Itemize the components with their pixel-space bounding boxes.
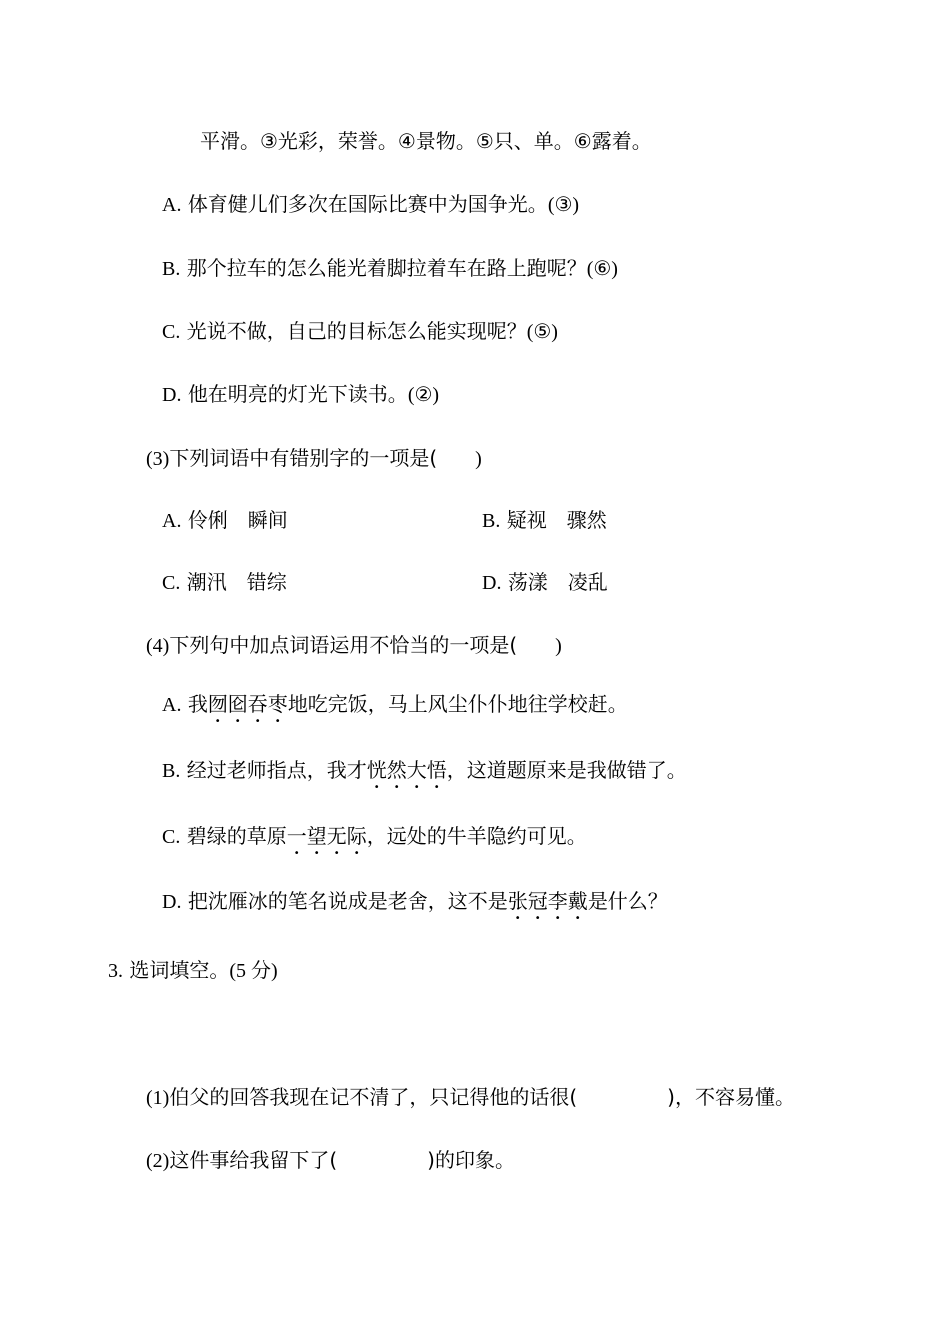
close-paren: ) <box>555 635 562 657</box>
section-title: 选词填空。 <box>129 958 230 982</box>
question-number: (3) <box>146 448 170 470</box>
q2-meanings-text: 平滑。③光彩，荣誉。④景物。⑤只、单。⑥露着。 <box>200 129 652 153</box>
option-text-before: 碧绿的草原 <box>186 824 287 848</box>
option-text: 潮汛 错综 <box>186 570 287 594</box>
option-letter: B. <box>162 258 181 280</box>
option-answer: (③) <box>547 194 580 216</box>
q4-option-d <box>162 887 668 924</box>
question-number: (4) <box>146 635 170 657</box>
option-text: 伶俐 瞬间 <box>187 508 288 532</box>
fill-item-1 <box>146 1083 795 1112</box>
q3-option-c <box>162 568 287 597</box>
section-score: (5 分) <box>229 960 278 982</box>
fill-text-after: )，不容易懂。 <box>667 1085 795 1109</box>
question-number: (1) <box>146 1087 170 1109</box>
q3-option-b <box>482 506 607 535</box>
option-answer: (②) <box>407 384 440 406</box>
option-text: 他在明亮的灯光下读书。 <box>187 382 408 406</box>
option-text-after: 地吃完饭，马上风尘仆仆地往学校赶。 <box>287 692 628 716</box>
dotted-idiom: 一望无际 <box>286 824 367 848</box>
option-letter: A. <box>162 694 182 716</box>
option-letter: B. <box>482 510 501 532</box>
option-answer: (⑥) <box>586 258 618 280</box>
dotted-idiom: 囫囵吞枣 <box>207 692 288 716</box>
option-text-after: ，远处的牛羊隐约可见。 <box>366 824 587 848</box>
q3-option-d <box>482 568 608 597</box>
option-text: 体育健儿们多次在国际比赛中为国争光。 <box>187 192 548 216</box>
q2-option-c <box>162 317 558 346</box>
fill-text-before: 伯父的回答我现在记不清了，只记得他的话很( <box>169 1085 578 1109</box>
fill-text-after: )的印象。 <box>427 1148 515 1172</box>
option-letter: C. <box>162 572 181 594</box>
option-letter: A. <box>162 510 182 532</box>
fill-text-before: 这件事给我留下了( <box>169 1148 338 1172</box>
option-letter: C. <box>162 826 181 848</box>
option-text-before: 我 <box>187 692 208 716</box>
option-text: 那个拉车的怎么能光着脚拉着车在路上跑呢？ <box>186 256 587 280</box>
option-text: 疑视 骤然 <box>506 508 607 532</box>
option-text-after: 是什么？ <box>587 889 668 913</box>
option-letter: B. <box>162 760 181 782</box>
option-text: 荡漾 凌乱 <box>507 570 608 594</box>
q2-option-a <box>162 190 579 219</box>
section-number: 3. <box>108 960 123 982</box>
option-letter: A. <box>162 194 182 216</box>
option-text: 光说不做，自己的目标怎么能实现呢？ <box>186 319 527 343</box>
dotted-idiom: 恍然大悟 <box>366 758 447 782</box>
q2-meanings-tail <box>200 127 652 155</box>
option-text-before: 经过老师指点，我才 <box>186 758 367 782</box>
dotted-idiom: 张冠李戴 <box>507 889 588 913</box>
option-letter: D. <box>482 572 502 594</box>
close-paren: ) <box>475 448 482 470</box>
option-text-after: ，这道题原来是我做错了。 <box>446 758 687 782</box>
section-3-heading <box>108 956 278 985</box>
q4-stem <box>146 631 562 660</box>
q4-option-b <box>162 756 687 793</box>
option-letter: D. <box>162 384 182 406</box>
question-stem: 下列句中加点词语运用不恰当的一项是( <box>169 633 518 657</box>
q3-option-a <box>162 506 288 535</box>
q2-option-b <box>162 254 618 283</box>
option-answer: (⑤) <box>526 321 558 343</box>
option-text-before: 把沈雁冰的笔名说成是老舍，这不是 <box>187 889 508 913</box>
option-letter: D. <box>162 891 182 913</box>
q4-option-a <box>162 690 628 727</box>
fill-item-2 <box>146 1146 515 1175</box>
q4-option-c <box>162 822 587 859</box>
q2-option-d <box>162 380 439 409</box>
question-number: (2) <box>146 1150 170 1172</box>
q3-stem <box>146 444 482 473</box>
option-letter: C. <box>162 321 181 343</box>
question-stem: 下列词语中有错别字的一项是( <box>169 446 438 470</box>
